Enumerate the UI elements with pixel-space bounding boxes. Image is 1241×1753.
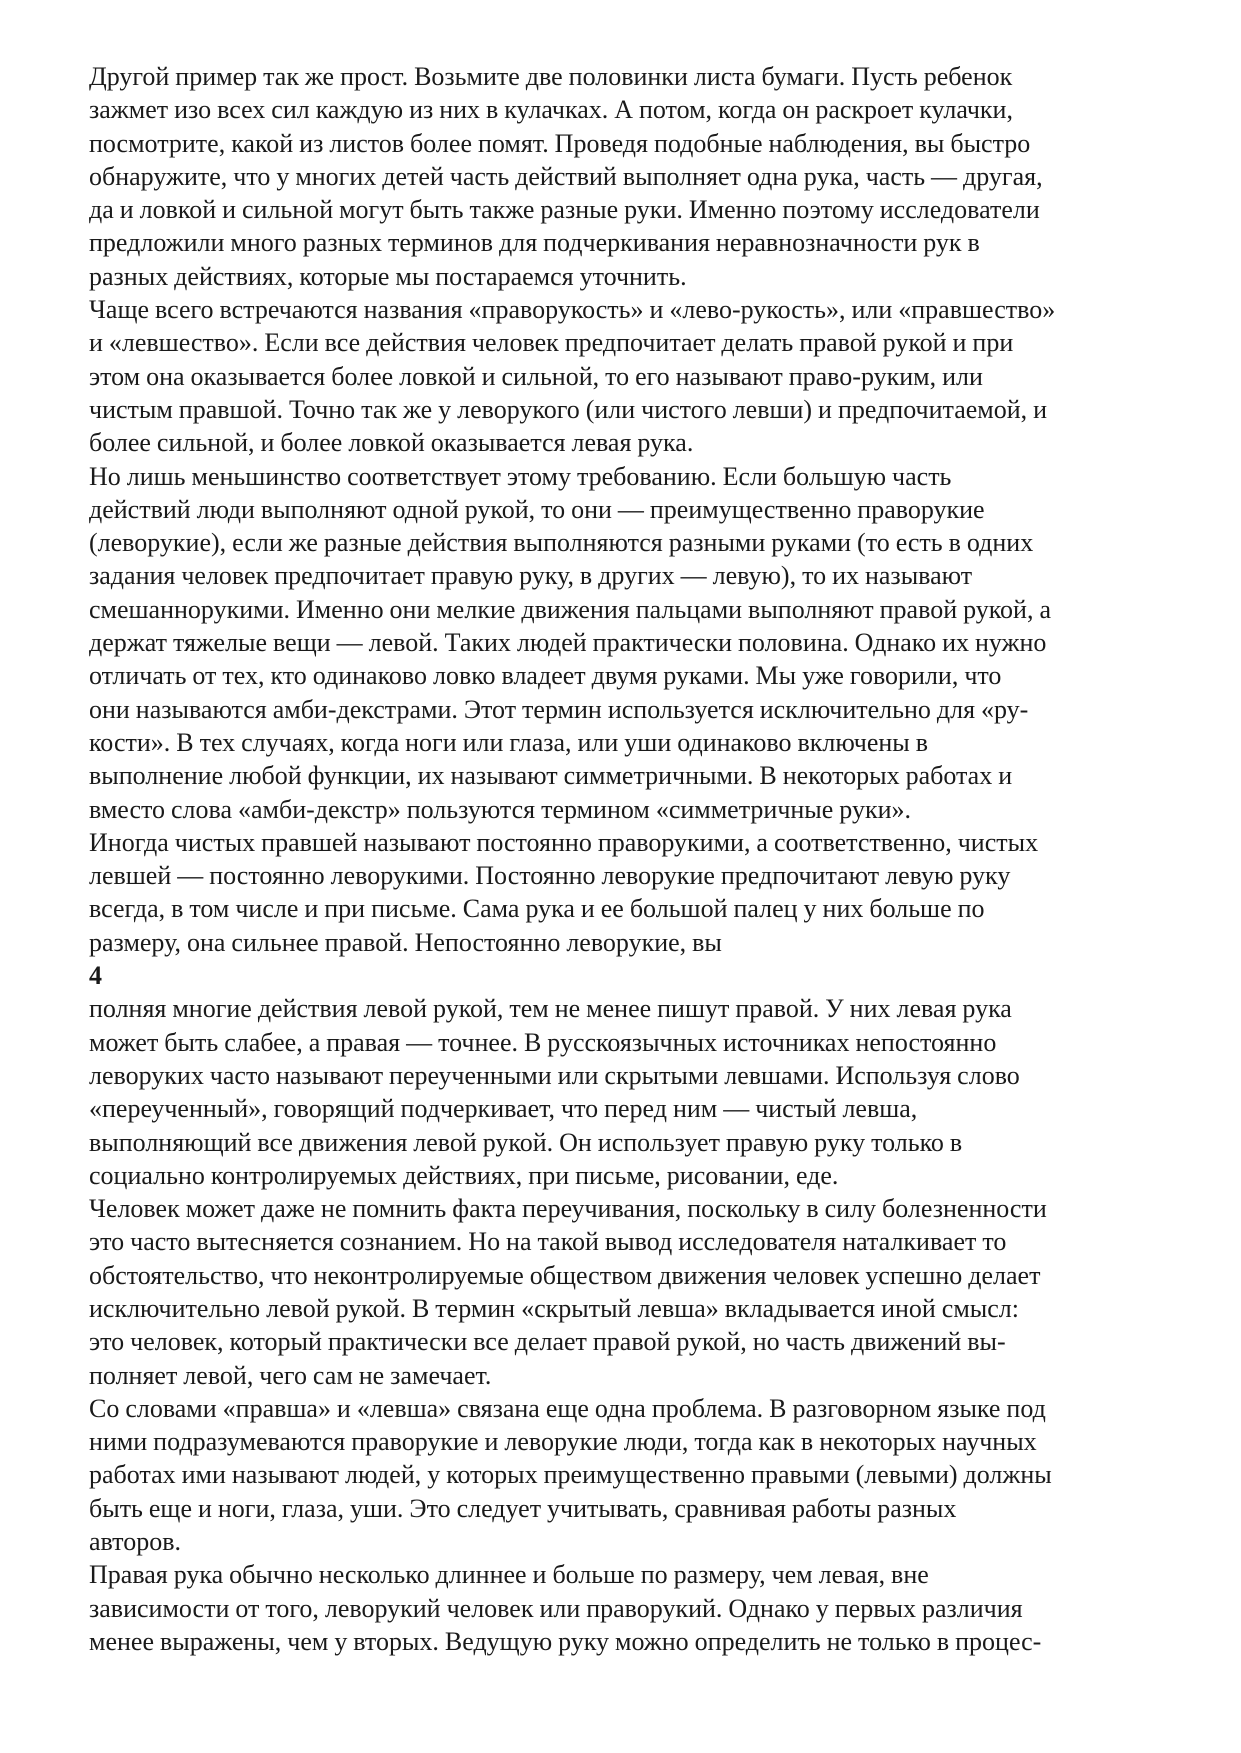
- text-line: задания человек предпочитает правую руку, в других — левую), то их называют: [89, 561, 973, 591]
- text-line: держат тяжелые вещи — левой. Таких людей практически половина. Однако их нужно: [89, 628, 1047, 658]
- text-line: да и ловкой и сильной могут быть также разные руки. Именно поэтому исследователи: [89, 195, 1040, 225]
- text-line: этом она оказывается более ловкой и сильной, то его называют право-руким, или: [89, 361, 983, 391]
- text-line: они называются амби-декстрами. Этот термин используется исключительно для «ру-: [89, 694, 1029, 724]
- text-line: выполняющий все движения левой рукой. Он использует правую руку только в: [89, 1127, 963, 1157]
- text-line: быть еще и ноги, глаза, уши. Это следует учитывать, сравнивая работы разных: [89, 1493, 957, 1523]
- text-line: действий люди выполняют одной рукой, то они — преимущественно праворукие: [89, 494, 985, 524]
- text-line: и «левшество». Если все действия человек предпочитает делать правой рукой и при: [89, 328, 1014, 358]
- text-line: обнаружите, что у многих детей часть действий выполняет одна рука, часть — другая,: [89, 161, 1043, 191]
- text-line: обстоятельство, что неконтролируемые обществом движения человек успешно делает: [89, 1260, 1041, 1290]
- text-line: всегда, в том числе и при письме. Сама рука и ее большой палец у них больше по: [89, 894, 985, 924]
- text-line: авторов.: [89, 1527, 181, 1557]
- text-line: социально контролируемых действиях, при письме, рисовании, еде.: [89, 1160, 839, 1190]
- text-line: чистым правшой. Точно так же у леворукого (или чистого левши) и предпочитаемой, и: [89, 394, 1048, 424]
- text-line: Другой пример так же прост. Возьмите две половинки листа бумаги. Пусть ребенок: [89, 62, 1013, 91]
- text-line: разных действиях, которые мы постараемся уточнить.: [89, 261, 687, 291]
- text-line: работах ими называют людей, у которых преимущественно правыми (левыми) должны: [89, 1460, 1052, 1490]
- text-line: полняя многие действия левой рукой, тем не менее пишут правой. У них левая рука: [89, 994, 1012, 1024]
- text-line: ними подразумеваются праворукие и леворукие люди, тогда как в некоторых научных: [89, 1427, 1037, 1457]
- text-line: Чаще всего встречаются названия «праворукость» и «лево-рукость», или «правшество»: [89, 295, 1056, 325]
- text-line: менее выражены, чем у вторых. Ведущую руку можно определить не только в процес-: [89, 1626, 1042, 1656]
- text-line: исключительно левой рукой. В термин «скрытый левша» вкладывается иной смысл:: [89, 1293, 1019, 1323]
- text-line: (леворукие), если же разные действия выполняются разными руками (то есть в одних: [89, 528, 1034, 558]
- text-line: размеру, она сильнее правой. Непостоянно леворукие, вы: [89, 927, 722, 957]
- text-line: это человек, который практически все делает правой рукой, но часть движений вы-: [89, 1327, 1006, 1357]
- text-line: это часто вытесняется сознанием. Но на такой вывод исследователя наталкивает то: [89, 1227, 1007, 1257]
- text-line: посмотрите, какой из листов более помят. Проведя подобные наблюдения, вы быстро: [89, 128, 1031, 158]
- text-line: леворуких часто называют переученными или скрытыми левшами. Используя слово: [89, 1060, 1020, 1090]
- text-line: Но лишь меньшинство соответствует этому требованию. Если большую часть: [89, 461, 952, 491]
- text-line: смешаннорукими. Именно они мелкие движения пальцами выполняют правой рукой, а: [89, 594, 1051, 624]
- page-number: 4: [89, 961, 102, 991]
- text-line: Иногда чистых правшей называют постоянно праворукими, а соответственно, чистых: [89, 827, 1039, 857]
- text-line: вместо слова «амби-декстр» пользуются термином «симметричные руки».: [89, 794, 911, 824]
- text-line: может быть слабее, а правая — точнее. В русскоязычных источниках непостоянно: [89, 1027, 997, 1057]
- text-line: зависимости от того, леворукий человек или праворукий. Однако у первых различия: [89, 1593, 1023, 1623]
- text-line: кости». В тех случаях, когда ноги или глаза, или уши одинаково включены в: [89, 727, 929, 757]
- text-line: выполнение любой функции, их называют симметричными. В некоторых работах и: [89, 761, 1013, 791]
- text-line: «переученный», говорящий подчеркивает, что перед ним — чистый левша,: [89, 1094, 918, 1124]
- text-line: предложили много разных терминов для подчеркивания неравнозначности рук в: [89, 228, 980, 258]
- text-line: отличать от тех, кто одинаково ловко владеет двумя руками. Мы уже говорили, что: [89, 661, 1002, 691]
- text-line: Со словами «правша» и «левша» связана еще одна проблема. В разговорном языке под: [89, 1393, 1046, 1423]
- text-line: Человек может даже не помнить факта переучивания, поскольку в силу болезненности: [89, 1194, 1047, 1224]
- text-line: Правая рука обычно несколько длиннее и больше по размеру, чем левая, вне: [89, 1560, 929, 1590]
- document-text: [89, 60, 1241, 1658]
- text-line: полняет левой, чего сам не замечает.: [89, 1360, 492, 1390]
- text-line: зажмет изо всех сил каждую из них в кулачках. А потом, когда он раскроет кулачки,: [89, 95, 1013, 125]
- text-line: левшей — постоянно леворукими. Постоянно леворукие предпочитают левую руку: [89, 861, 1011, 891]
- text-line: более сильной, и более ловкой оказывается левая рука.: [89, 428, 694, 458]
